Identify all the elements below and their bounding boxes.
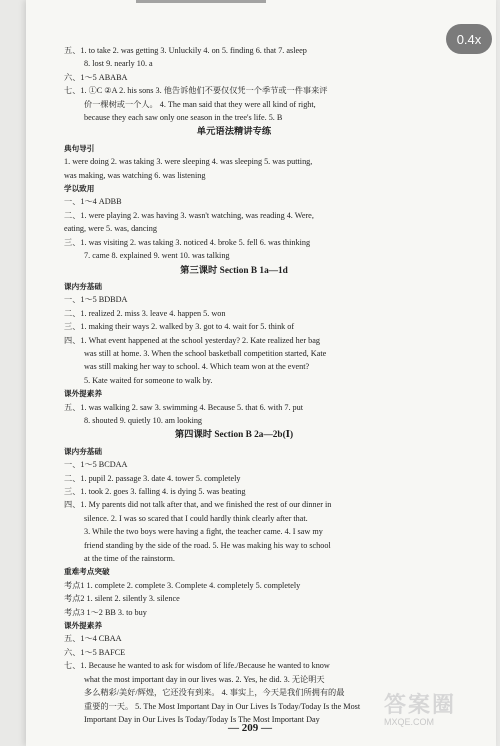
answer-line: 七、1. ①C ②A 2. his sons 3. 他告诉他们不要仅仅凭一个季节或一件事来评	[64, 86, 328, 96]
zoom-indicator[interactable]: 0.4x	[446, 24, 492, 54]
answer-line: 考点2 1. silent 2. silently 3. silence	[64, 594, 180, 604]
answer-line: 考点3 1～2 BB 3. to buy	[64, 607, 147, 617]
answer-line: because they each saw only one season in the tree's life. 5. B	[84, 113, 283, 123]
watermark-url: MXQE.COM	[384, 717, 435, 727]
answer-line: 三、1. was visiting 2. was taking 3. noticed 4. broke 5. fell 6. was thinking	[64, 237, 311, 247]
answer-line: 五、1～4 CBAA	[64, 634, 122, 644]
answer-line: 五、1. to take 2. was getting 3. Unluckily 4. on 5. finding 6. that 7. asleep	[64, 46, 307, 55]
answer-line: 七、1. Because he wanted to ask for wisdom of life./Because he wanted to know	[64, 661, 330, 671]
answer-line: 8. lost 9. nearly 10. a	[84, 59, 153, 69]
answer-content	[64, 44, 404, 726]
answer-line: was still making her way to school. 4. Which team won at the event?	[84, 362, 310, 372]
answer-line: 8. shouted 9. quietly 10. am looking	[84, 415, 203, 425]
subsection-label: 学以致用	[64, 184, 95, 194]
answer-line: 重要的一天。 5. The Most Important Day in Our Lives Is Today/Today Is the Most	[84, 701, 361, 711]
answer-line: 四、1. My parents did not talk after that, and we finished the rest of our dinner in	[64, 500, 332, 510]
answer-line: 价一棵树或一个人。 4. The man said that they were all kind of right,	[84, 99, 316, 109]
subsection-label: 课内夯基础	[64, 281, 102, 291]
subsection-label: 课外提素养	[64, 389, 102, 399]
section-title: 第四课时 Section B 2a—2b(Ⅰ)	[174, 430, 294, 441]
answer-line: 三、1. making their ways 2. walked by 3. got to 4. wait for 5. think of	[64, 322, 295, 332]
answer-line: silence. 2. I was so scared that I could hardly think clearly after that.	[84, 513, 308, 523]
section-title: 第三课时 Section B 1a—1d	[180, 265, 288, 276]
answer-line: 二、1. realized 2. miss 3. leave 4. happen 5. won	[64, 308, 226, 318]
section-title: 单元语法精讲专练	[196, 127, 272, 138]
answer-line: was still at home. 3. When the school basketball competition started, Kate	[84, 348, 327, 358]
answer-line: what the most important day in our lives was. 2. Yes, he did. 3. 无论明天	[84, 674, 325, 684]
answer-line: was making, was watching 6. was listening	[64, 170, 206, 180]
subsection-label: 重难考点突破	[64, 567, 110, 577]
answer-line: 3. While the two boys were having a fight, the teacher came. 4. I saw my	[84, 527, 323, 537]
answer-line: eating, were 5. was, dancing	[64, 224, 157, 234]
answer-line: 二、1. were playing 2. was having 3. wasn't watching, was reading 4. Were,	[64, 210, 314, 220]
answer-line: 多么精彩/美好/辉煌，它还没有到来。 4. 事实上，今天是我们所拥有的最	[84, 688, 345, 698]
answer-line: 六、1～5 ABABA	[64, 72, 128, 82]
answer-line: 六、1～5 BAFCE	[64, 647, 126, 657]
answer-line: 一、1～4 ADBB	[64, 197, 122, 207]
answer-line: 7. came 8. explained 9. went 10. was talking	[84, 251, 230, 261]
answer-line: Important Day in Our Lives Is Today/Today Is The Most Important Day	[84, 714, 320, 724]
answer-line: 五、1. was walking 2. saw 3. swimming 4. Because 5. that 6. with 7. put	[64, 402, 304, 412]
answer-line: 二、1. pupil 2. passage 3. date 4. tower 5. completely	[64, 473, 241, 483]
subsection-label: 典句导引	[64, 143, 95, 153]
answer-line: 三、1. took 2. goes 3. falling 4. is dying 5. was beating	[64, 487, 246, 496]
answer-line: 四、1. What event happened at the school yesterday? 2. Kate realized her bag	[64, 335, 320, 345]
answer-line: 考点1 1. complete 2. complete 3. Complete 4. completely 5. completely	[64, 580, 301, 590]
answer-line: 一、1～5 BCDAA	[64, 460, 128, 470]
answer-line: 1. were doing 2. was taking 3. were sleeping 4. was sleeping 5. was putting,	[64, 157, 313, 167]
answer-line: 5. Kate waited for someone to walk by.	[84, 375, 213, 385]
page-number: — 209 —	[228, 722, 272, 734]
top-rule	[136, 0, 266, 3]
answer-line: at the time of the rainstorm.	[84, 554, 175, 564]
subsection-label: 课外提素养	[64, 621, 102, 631]
answer-line: 一、1～5 BDBDA	[64, 295, 128, 305]
subsection-label: 课内夯基础	[64, 446, 102, 456]
watermark-main: 答案圈	[384, 692, 457, 717]
watermark-logo	[384, 688, 488, 738]
answer-line: friend standing by the side of the road. 5. He was making his way to school	[84, 540, 331, 550]
